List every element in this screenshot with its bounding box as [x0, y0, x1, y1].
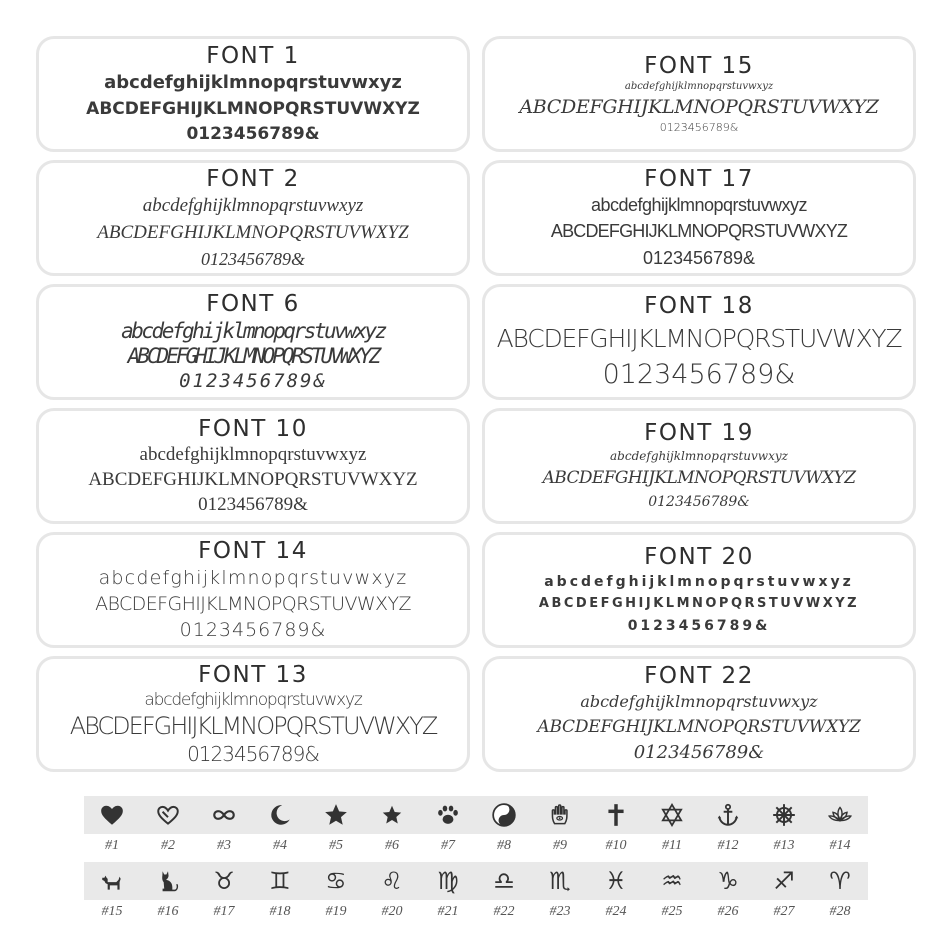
font-card-2 [36, 160, 470, 276]
font-digits: 0123456789& [627, 618, 771, 634]
font-lowercase: abcdefghijklmnopqrstuvwxyz [139, 444, 367, 465]
symbol-label: #18 [269, 904, 291, 919]
symbol-11[interactable] [644, 796, 700, 866]
font-digits: 0123456789& [633, 742, 765, 763]
aquarius-icon: ♒ [661, 867, 683, 895]
symbol-20[interactable] [364, 862, 420, 932]
anchor-icon [715, 802, 741, 828]
symbol-label: #3 [217, 838, 231, 853]
capricorn-icon: ♑ [717, 867, 739, 895]
symbol-5[interactable] [308, 796, 364, 866]
font-card-18 [482, 284, 916, 400]
cat-icon [155, 868, 181, 894]
font-lowercase: abcdefghijklmnopqrstuvwxyz [590, 195, 808, 215]
symbol-label: #7 [441, 838, 455, 853]
virgo-icon: ♍ [437, 867, 459, 895]
symbol-label: #17 [213, 904, 235, 919]
symbol-label: #25 [661, 904, 683, 919]
font-lowercase: abcdefghijklmnopqrstuvwxyz [580, 692, 818, 711]
font-title: FONT 13 [198, 662, 308, 688]
font-title: FONT 20 [644, 544, 754, 570]
symbol-label: #6 [385, 838, 399, 853]
ship-wheel-icon [771, 802, 797, 828]
font-uppercase: ABCDEFGHIJKLMNOPQRSTUVWXYZ [86, 99, 420, 119]
symbol-label: #20 [381, 904, 403, 919]
font-lowercase: abcdefghijklmnopqrstuvwxyz [144, 690, 362, 710]
symbol-label: #23 [549, 904, 571, 919]
star-icon [323, 802, 349, 828]
font-lowercase: abcdefghijklmnopqrstuvwxyz [104, 72, 402, 93]
symbol-label: #4 [273, 838, 287, 853]
font-digits: 0123456789& [179, 370, 327, 392]
font-card-13 [36, 656, 470, 772]
symbol-1[interactable] [84, 796, 140, 866]
paw-print-icon [435, 802, 461, 828]
font-digits: 0123456789& [642, 248, 756, 268]
symbol-label: #10 [605, 838, 627, 853]
font-card-22 [482, 656, 916, 772]
symbol-label: #15 [101, 904, 123, 919]
font-uppercase: ABCDEFGHIJKLMNOPQRSTUVWXYZ [519, 96, 879, 118]
font-title: FONT 15 [644, 53, 754, 79]
font-card-19 [482, 408, 916, 524]
font-digits: 0123456789& [187, 742, 319, 766]
font-uppercase: ABCDEFGHIJKLMNOPQRSTUVWXYZ [95, 593, 411, 615]
symbol-label: #27 [773, 904, 795, 919]
symbol-9[interactable] [532, 796, 588, 866]
symbol-16[interactable] [140, 862, 196, 932]
hamsa-hand-icon [547, 802, 573, 828]
star-of-david-icon [659, 802, 685, 828]
symbol-label: #13 [773, 838, 795, 853]
symbol-27[interactable] [756, 862, 812, 932]
font-title: FONT 18 [644, 293, 754, 319]
font-digits: 0123456789& [186, 124, 320, 144]
symbol-row-1 [84, 796, 868, 866]
libra-icon: ♎ [493, 867, 515, 895]
symbol-13[interactable] [756, 796, 812, 866]
font-uppercase: ABCDEFGHIJKLMNOPQRSTUVWXYZ [69, 712, 437, 740]
symbol-2[interactable] [140, 796, 196, 866]
symbol-28[interactable] [812, 862, 868, 932]
symbol-7[interactable] [420, 796, 476, 866]
symbol-label: #5 [329, 838, 343, 853]
font-lowercase: abcdefghijklmnopqrstuvwxyz [544, 574, 854, 590]
symbol-26[interactable] [700, 862, 756, 932]
pisces-icon: ♓ [605, 867, 627, 895]
font-digits: 0123456789& [200, 249, 305, 269]
lotus-icon [827, 802, 853, 828]
font-uppercase: ABCDEFGHIJKLMNOPQRSTUVWXYZ [97, 222, 409, 243]
symbol-10[interactable] [588, 796, 644, 866]
font-digits: 0123456789& [659, 121, 739, 134]
symbol-25[interactable] [644, 862, 700, 932]
font-card-14 [36, 532, 470, 648]
symbol-label: #26 [717, 904, 739, 919]
symbol-row-2 [84, 862, 868, 932]
font-digits: 0123456789& [602, 359, 796, 390]
font-uppercase: ABCDEFGHIJKLMNOPQRSTUVWXYZ [538, 596, 860, 611]
font-title: FONT 17 [644, 166, 754, 192]
cross-icon [603, 802, 629, 828]
font-lowercase: abcdefghijklmnopqrstuvwxyz [610, 449, 788, 463]
taurus-icon: ♉ [213, 867, 235, 895]
symbol-3[interactable] [196, 796, 252, 866]
symbol-4[interactable] [252, 796, 308, 866]
symbol-18[interactable] [252, 862, 308, 932]
font-digits: 0123456789& [648, 494, 750, 510]
font-uppercase: ABCDEFGHIJKLMNOPQRSTUVWXYZ [496, 324, 902, 353]
star-small-icon [379, 802, 405, 828]
symbol-label: #11 [662, 838, 682, 853]
cancer-icon: ♋ [325, 867, 347, 895]
font-card-15 [482, 36, 916, 152]
symbol-label: #16 [157, 904, 179, 919]
font-uppercase: ABCDEFGHIJKLMNOPQRSTUVWXYZ [127, 344, 379, 368]
symbol-15[interactable] [84, 862, 140, 932]
heart-icon [99, 802, 125, 828]
font-card-10 [36, 408, 470, 524]
symbol-8[interactable] [476, 796, 532, 866]
font-card-1 [36, 36, 470, 152]
symbol-17[interactable] [196, 862, 252, 932]
font-card-6 [36, 284, 470, 400]
symbol-label: #28 [829, 904, 851, 919]
font-title: FONT 2 [206, 166, 300, 192]
font-title: FONT 14 [198, 538, 308, 564]
symbol-22[interactable] [476, 862, 532, 932]
font-lowercase: abcdefghijklmnopqrstuvwxyz [98, 567, 408, 589]
font-card-17 [482, 160, 916, 276]
font-title: FONT 1 [206, 43, 300, 69]
font-digits: 0123456789& [179, 619, 327, 641]
font-lowercase: abcdefghijklmnopqrstuvwxyz [142, 195, 364, 216]
font-digits: 0123456789& [198, 494, 308, 515]
symbol-label: #1 [105, 838, 119, 853]
font-lowercase: abcdefghijklmnopqrstuvwxyz [624, 81, 774, 92]
font-uppercase: ABCDEFGHIJKLMNOPQRSTUVWXYZ [542, 468, 856, 488]
symbol-23[interactable] [532, 862, 588, 932]
font-uppercase: ABCDEFGHIJKLMNOPQRSTUVWXYZ [88, 469, 418, 490]
symbol-19[interactable] [308, 862, 364, 932]
font-title: FONT 10 [198, 416, 308, 442]
symbol-label: #24 [605, 904, 627, 919]
yin-yang-icon [491, 802, 517, 828]
symbol-label: #22 [493, 904, 515, 919]
symbol-label: #9 [553, 838, 567, 853]
symbol-label: #21 [437, 904, 459, 919]
symbol-14[interactable] [812, 796, 868, 866]
font-title: FONT 19 [644, 420, 754, 446]
symbol-label: #2 [161, 838, 175, 853]
symbol-label: #12 [717, 838, 739, 853]
symbol-24[interactable] [588, 862, 644, 932]
font-uppercase: ABCDEFGHIJKLMNOPQRSTUVWXYZ [537, 717, 861, 737]
leo-icon: ♌ [381, 867, 403, 895]
font-lowercase: abcdefghijklmnopqrstuvwxyz [121, 319, 385, 343]
symbol-label: #19 [325, 904, 347, 919]
crescent-moon-icon [267, 802, 293, 828]
dog-icon [99, 868, 125, 894]
sagittarius-icon: ♐ [773, 867, 795, 895]
font-uppercase: ABCDEFGHIJKLMNOPQRSTUVWXYZ [550, 221, 848, 241]
scorpio-icon: ♏ [549, 867, 571, 895]
font-title: FONT 6 [206, 291, 300, 317]
symbol-21[interactable] [420, 862, 476, 932]
heart-outline-icon [155, 802, 181, 828]
font-card-20 [482, 532, 916, 648]
infinity-icon [211, 802, 237, 828]
symbol-6[interactable] [364, 796, 420, 866]
symbol-label: #8 [497, 838, 511, 853]
font-title: FONT 22 [644, 663, 754, 689]
aries-icon: ♈ [829, 867, 851, 895]
symbol-12[interactable] [700, 796, 756, 866]
gemini-icon: ♊ [269, 867, 291, 895]
symbol-label: #14 [829, 838, 851, 853]
